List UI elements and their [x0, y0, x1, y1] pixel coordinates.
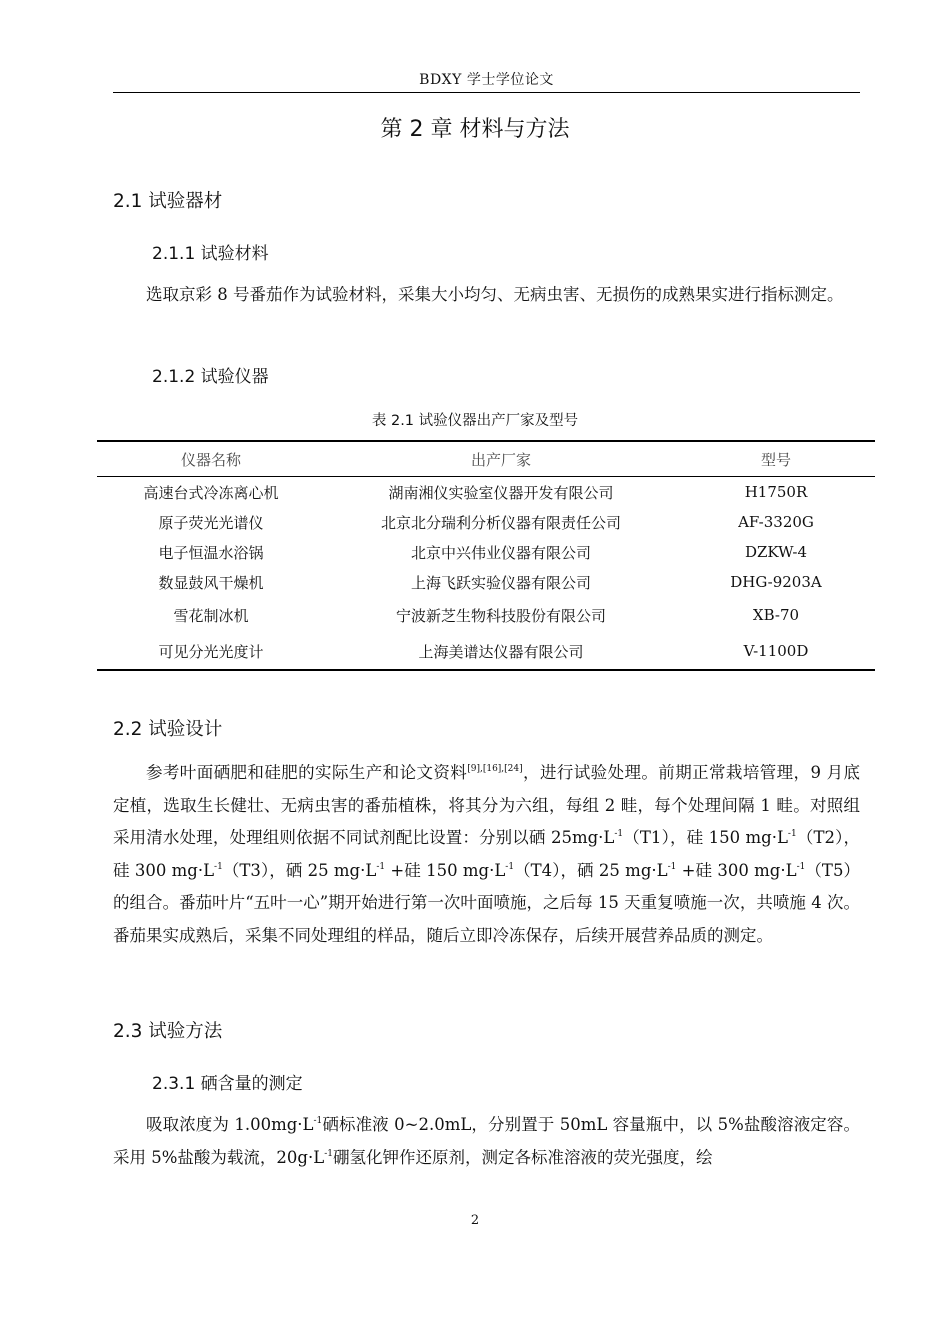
- text-run: （T2），硅 300 mg·L: [113, 828, 860, 880]
- superscript: -1: [614, 829, 624, 839]
- cell-instrument: 雪花制冰机: [173, 606, 249, 625]
- table-row: [97, 507, 875, 537]
- cell-manufacturer: 宁波新芝生物科技股份有限公司: [395, 606, 606, 625]
- cell-manufacturer: 上海美谱达仪器有限公司: [325, 633, 677, 670]
- citation-reference: [9],[16],[24]: [467, 764, 523, 774]
- subsection-heading-2-3-1: 2.3.1 硒含量的测定: [152, 1074, 303, 1094]
- cell-manufacturer: 北京北分瑞利分析仪器有限责任公司: [380, 513, 621, 532]
- text-run: （T4），硒 25 mg·L: [514, 860, 668, 880]
- column-header-manufacturer: 出产厂家: [325, 441, 677, 477]
- cell-manufacturer: 北京中兴伟业仪器有限公司: [410, 543, 591, 562]
- superscript: -1: [214, 861, 223, 872]
- text-run: （T1），硅 150 mg·L: [623, 828, 788, 847]
- column-header-model: 型号: [677, 441, 875, 477]
- table-caption: 表 2.1 试验仪器出产厂家及型号: [371, 413, 579, 429]
- table-row: [97, 567, 875, 597]
- column-header-instrument: 仪器名称: [97, 441, 325, 477]
- superscript: -1: [324, 1148, 333, 1159]
- cell-model: H1750R: [744, 483, 808, 501]
- text-run: 参考叶面硒肥和硅肥的实际生产和论文资料: [146, 763, 468, 782]
- superscript: -1: [505, 861, 515, 872]
- table-row: [97, 597, 875, 633]
- table-row: [97, 633, 875, 670]
- cell-instrument: 可见分光光度计: [97, 633, 325, 670]
- text-run: 硒标准液 0~2.0mL，分别置于 50mL 容量瓶中，以 5%盐酸溶液定容。采用 5%盐酸为载流，20g·L: [113, 1115, 860, 1167]
- table-row: [97, 477, 875, 508]
- cell-instrument: 电子恒温水浴锅: [158, 543, 264, 562]
- text-run: +硅 300 mg·L: [676, 860, 797, 880]
- text-run: 吸取浓度为 1.00mg·L: [146, 1115, 314, 1134]
- page-number: 2: [470, 1213, 480, 1228]
- cell-instrument: 数显鼓风干燥机: [158, 573, 264, 592]
- subsection-heading-2-1-2: 2.1.2 试验仪器: [152, 367, 269, 387]
- text-run: +硅 150 mg·L: [385, 860, 506, 880]
- instrument-table: [97, 440, 875, 671]
- subsection-heading-2-1-1: 2.1.1 试验材料: [152, 244, 269, 264]
- superscript: -1: [376, 861, 386, 872]
- superscript: -1: [796, 861, 806, 872]
- paragraph-experiment-design: [113, 757, 860, 952]
- table-header-row: [97, 441, 875, 477]
- cell-model: V-1100D: [677, 633, 875, 670]
- superscript: -1: [787, 829, 797, 839]
- superscript: -1: [667, 861, 677, 872]
- text-run: ，进行试验处理。前期正常栽培管理，9 月底定植，选取生长健壮、无病虫害的番茄植株，将其分为六组，每组 2 畦，每个处理间隔 1 畦。对照组采用清水处理，处理组则依据不同试剂配比设置：分别以硒 25mg·L: [113, 763, 861, 847]
- section-heading-2-2: 2.2 试验设计: [113, 719, 223, 740]
- section-heading-2-3: 2.3 试验方法: [113, 1021, 223, 1042]
- text-run: （T5）的组合。番茄叶片“五叶一心”期开始进行第一次叶面喷施，之后每 15 天重复喷施一次，共喷施 4 次。番茄果实成熟后，采集不同处理组的样品，随后立即冷冻保存，后续开展营养品质的测定。: [113, 860, 860, 945]
- text-run: 硼氢化钾作还原剂，测定各标准溶液的荧光强度，绘: [332, 1147, 713, 1167]
- cell-manufacturer: 上海飞跃实验仪器有限公司: [410, 573, 591, 592]
- text-run: （T3），硒 25 mg·L: [222, 860, 377, 880]
- cell-manufacturer: 湖南湘仪实验室仪器开发有限公司: [388, 483, 614, 502]
- table-row: [97, 537, 875, 567]
- cell-model: DZKW-4: [744, 543, 808, 561]
- cell-instrument: 原子荧光光谱仪: [158, 513, 264, 532]
- section-heading-2-1: 2.1 试验器材: [113, 191, 223, 212]
- superscript: -1: [313, 1116, 323, 1126]
- cell-model: DHG-9203A: [730, 573, 822, 591]
- cell-instrument: 高速台式冷冻离心机: [143, 483, 279, 502]
- running-header: BDXY 学士学位论文: [113, 70, 860, 93]
- cell-model: XB-70: [752, 606, 800, 624]
- paragraph-selenium-method: [113, 1109, 860, 1174]
- paragraph-materials: 选取京彩 8 号番茄作为试验材料，采集大小均匀、无病虫害、无损伤的成熟果实进行指标测定。: [146, 285, 844, 304]
- chapter-title: 第 2 章 材料与方法: [380, 117, 570, 142]
- cell-model: AF-3320G: [738, 513, 814, 531]
